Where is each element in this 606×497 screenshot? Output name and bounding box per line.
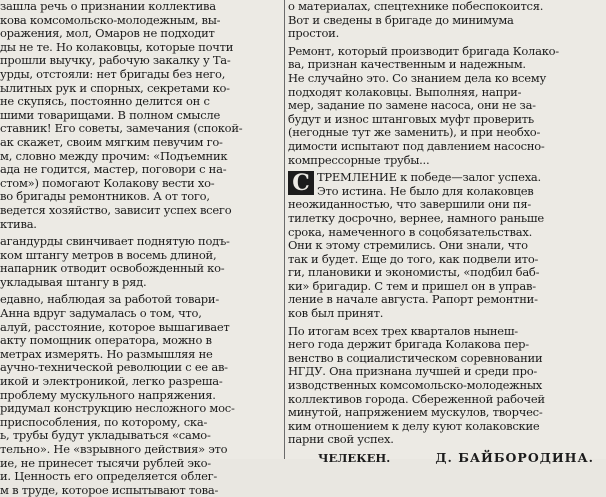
text-line: ктива.	[0, 216, 37, 231]
text-line: о материалах, спецтехнике побеспокоится.	[288, 0, 544, 13]
text-line: шими товарищами. В полном смысле	[0, 107, 221, 122]
drop-cap-lines	[288, 171, 604, 198]
text-line: Анна вдруг задумалась о том, что,	[0, 306, 202, 321]
text-line: и. Ценность его определяется облег-	[0, 469, 218, 484]
text-line: стом») помогают Колакову вести хо-	[0, 175, 215, 190]
paragraph-omarov	[0, 0, 282, 231]
text-line: ление в начале августа. Рапорт ремонтни-	[288, 292, 538, 307]
right-column	[288, 0, 604, 465]
text-line: неожиданностью, что завершили они пя-	[288, 197, 531, 212]
left-column	[0, 0, 282, 497]
text-line: м, словно между прочим: «Подъемник	[0, 148, 228, 163]
paragraph-anna-idea	[0, 293, 282, 497]
text-line: Не случайно это. Со знанием дела ко всему	[288, 70, 546, 85]
dateline: ЧЕЛЕКЕН.	[318, 451, 391, 465]
text-line: проблему мускульного напряжения.	[0, 387, 216, 402]
text-line: икой и электроникой, легко разреша-	[0, 374, 223, 389]
text-line: кова комсомольско-молодежным, вы-	[0, 12, 221, 27]
text-line: приспособления, по которому, ска-	[0, 414, 208, 429]
text-line: тилетку досрочно, вернее, намного раньше	[288, 210, 544, 225]
text-line: мер, задание по замене насоса, они не за-	[288, 98, 536, 113]
text-line: Ремонт, который производит бригада Колако-	[288, 43, 559, 58]
text-line: напарник отводит освобожденный ко-	[0, 261, 225, 276]
text-line: ком штангу метров в восемь длиной,	[0, 247, 217, 262]
article-footer	[288, 451, 604, 465]
text-line: подходят колаковцы. Выполняя, напри-	[288, 84, 522, 99]
text-line: ТРЕМЛЕНИЕ к победе—залог успеха.	[317, 170, 541, 185]
text-line: аучно-технической революции с ее ав-	[0, 360, 228, 375]
text-line: ды не те. Но колаковцы, которые почти	[0, 39, 234, 54]
paragraph-downtime	[288, 0, 604, 41]
text-line: укладывая штангу в ряд.	[0, 274, 147, 289]
text-line: едавно, наблюдая за работой товари-	[0, 292, 219, 307]
text-line: По итогам всех трех кварталов нынеш-	[288, 323, 518, 338]
text-line: ь, трубы будут укладываться «само-	[0, 428, 211, 443]
paragraph-striving	[288, 171, 604, 198]
author-signature: Д. БАЙБОРОДИНА.	[435, 450, 594, 465]
text-line: срока, намеченного в соцобязательствах.	[288, 224, 532, 239]
text-line: ва, признан качественным и надежным.	[288, 57, 526, 72]
text-line: тельно». Не «взрывного действия» это	[0, 442, 228, 456]
text-line: м в труде, которое испытывают това-	[0, 482, 219, 497]
text-line: Вот и сведены в бригаде до минимума	[288, 12, 514, 27]
text-line: прошли выучку, рабочую закалку у Та-	[0, 53, 231, 68]
text-line: будут и износ штанговых муфт проверить	[288, 111, 534, 126]
text-line: ки» бригадир. С тем и пришел он в управ-	[288, 278, 536, 293]
text-line: так и будет. Еще до того, как подвели ито-	[288, 251, 539, 266]
text-line: ведется хозяйство, зависит успех всего	[0, 202, 232, 217]
paragraph-pipe-lifting	[0, 235, 282, 289]
drop-cap: С	[288, 171, 314, 195]
paragraph-competition	[288, 325, 604, 447]
text-line: акту помощник оператора, можно в	[0, 333, 212, 348]
text-line: ада не годится, мастер, поговори с на-	[0, 162, 227, 177]
text-line: ков был принят.	[288, 306, 384, 321]
text-line: венство в социалистическом соревновании	[288, 350, 543, 365]
text-line: простои.	[288, 26, 339, 41]
text-line: Это истина. Не было для колаковцев	[317, 183, 534, 198]
text-line: (негодные тут же заменить), и при необхо-	[288, 125, 541, 140]
text-line: зашла речь о признании коллектива	[0, 0, 216, 13]
text-line: урды, отстояли: нет бригады без него,	[0, 66, 226, 81]
paragraph-five-year-plan	[288, 198, 604, 320]
text-line: ылитных рук и спорных, секретами ко-	[0, 80, 230, 95]
text-line: ак скажет, своим мягким певучим го-	[0, 134, 223, 149]
text-line: димости испытают под давлением насосно-	[288, 138, 545, 153]
column-divider	[284, 0, 285, 459]
text-line: минутой, напряжением мускулов, творчес-	[288, 405, 543, 420]
text-line: ридумал конструкцию несложного мос-	[0, 401, 235, 416]
text-line: изводственных комсомольско-молодежных	[288, 378, 543, 393]
text-line: оражения, мол, Омаров не подходит	[0, 26, 215, 41]
text-line: него года держит бригада Колакова пер-	[288, 337, 529, 352]
text-line: алуй, расстояние, которое вышагивает	[0, 319, 230, 334]
text-line: коллективов города. Сбереженной рабочей	[288, 391, 545, 406]
text-line: НГДУ. Она признана лучшей и среди про-	[288, 364, 538, 379]
text-line: ким отношением к делу куют колаковские	[288, 418, 540, 433]
text-line: ставник! Его советы, замечания (спокой-	[0, 121, 243, 136]
text-line: не скупясь, постоянно делится он с	[0, 94, 210, 109]
text-line: парни свой успех.	[288, 432, 394, 447]
text-line: ие, не принесет тысячи рублей эко-	[0, 455, 211, 470]
text-line: Они к этому стремились. Они знали, что	[288, 238, 528, 253]
text-line: во бригады ремонтников. А от того,	[0, 189, 210, 204]
text-line: метрах измерять. Но размышляя не	[0, 346, 213, 361]
text-line: ги, плановики и экономисты, «подбил баб-	[288, 265, 540, 280]
paragraph-repair-quality	[288, 45, 604, 167]
text-line: компрессорные трубы...	[288, 152, 430, 167]
text-line: агандурды свинчивает поднятую подъ-	[0, 234, 230, 249]
